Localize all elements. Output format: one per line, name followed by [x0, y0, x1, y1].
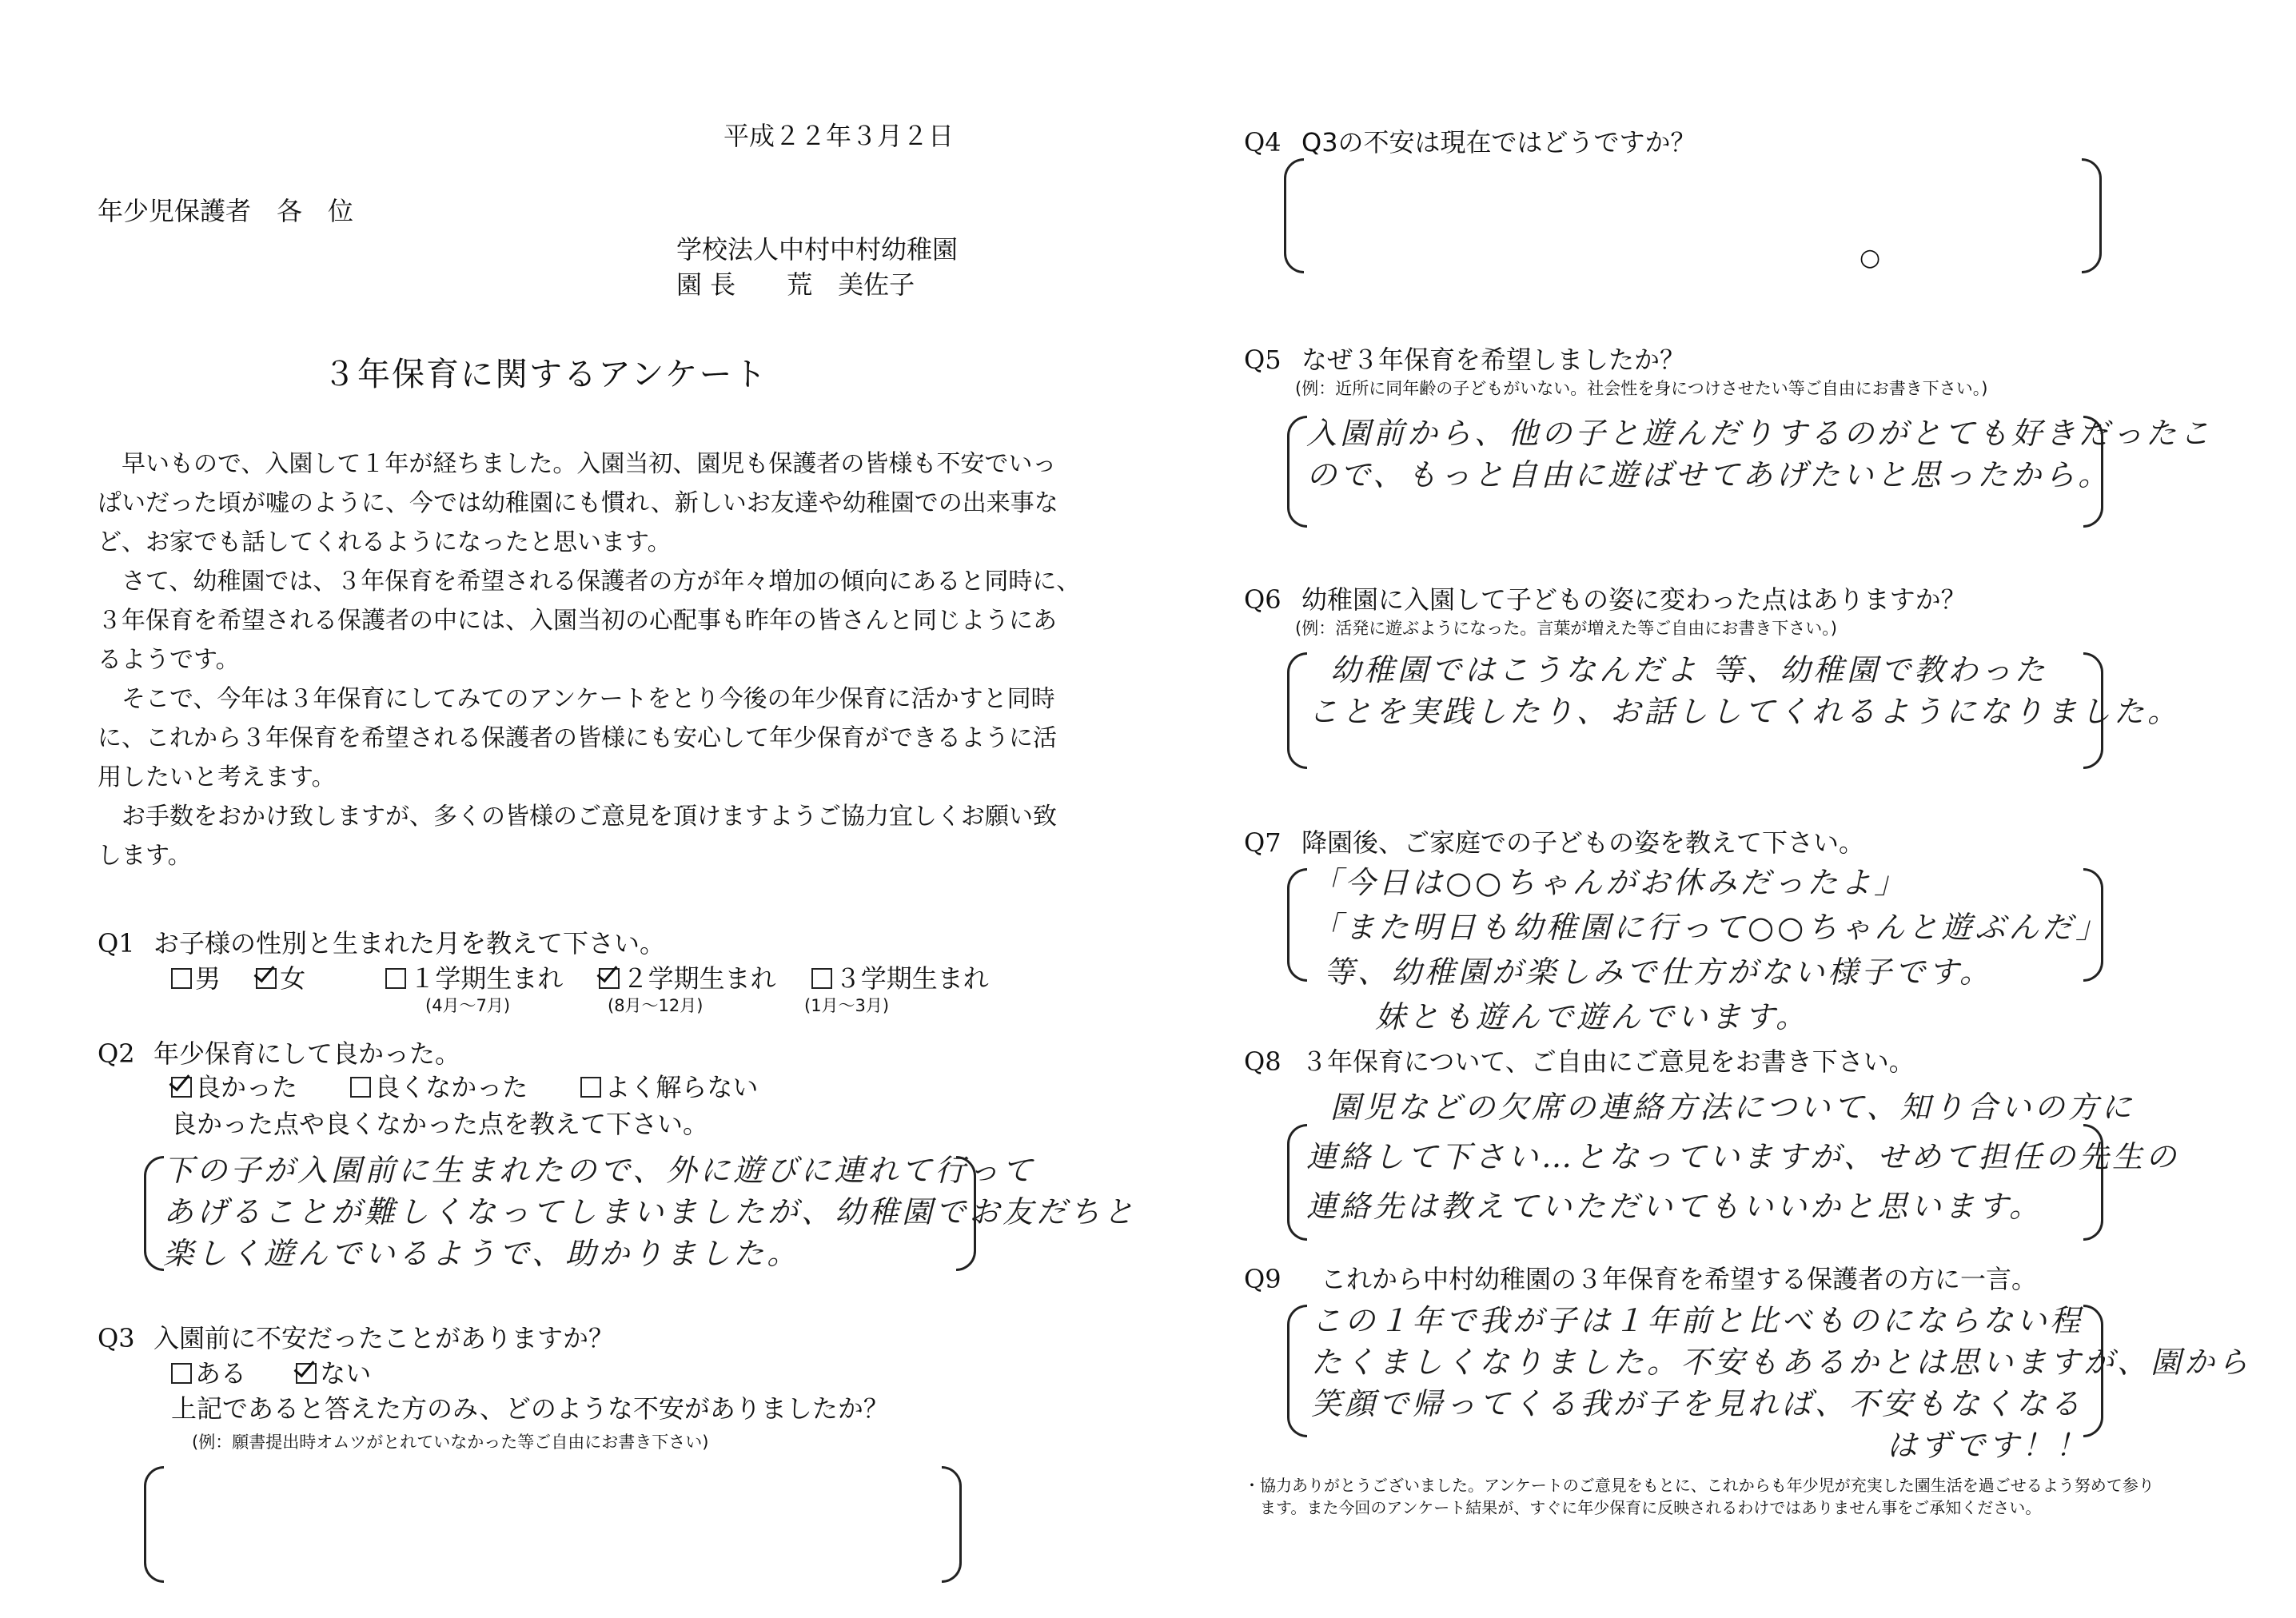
intro-line: さて、幼稚園では、３年保育を希望される保護者の方が年々増加の傾向にあると同時に、: [98, 568, 1081, 596]
option-not-good[interactable]: [350, 1070, 528, 1105]
footer-line: ます。また今回のアンケート結果が、すぐに年少保育に反映されるわけではありません事をご承知ください。: [1244, 1498, 2042, 1517]
question-text: Q3の不安は現在ではどうですか？: [1301, 127, 1696, 157]
answer-line: はずです！！: [1887, 1428, 2090, 1463]
question-number: Q2: [98, 1038, 135, 1069]
q3-question: [98, 1321, 614, 1356]
option-label: 良かった: [195, 1072, 298, 1102]
q4-question: [1244, 125, 1696, 160]
question-text: 降園後、ご家庭での子どもの姿を教えて下さい。: [1301, 827, 1865, 858]
option-label: ない: [320, 1358, 372, 1389]
q5-example: (例：近所に同年齢の子どもがいない。社会性を身につけさせたい等ご自由にお書き下さい。): [1295, 379, 1988, 398]
question-text: これから中村幼稚園の３年保育を希望する保護者の方に一言。: [1321, 1264, 2038, 1294]
answer-line: ので、もっと自由に遊ばせてあげたいと思ったから。: [1306, 457, 2112, 492]
answer-line: 等、幼稚園が楽しみで仕方がない様子です。: [1324, 954, 1993, 990]
question-number: Q9: [1244, 1264, 1282, 1294]
checkbox[interactable]: [171, 968, 192, 989]
q8-answer-bracket-left: [1287, 1124, 1307, 1241]
answer-line: 幼稚園ではこうなんだよ 等、幼稚園で教わった: [1330, 652, 2048, 687]
organization-name: 学校法人中村中村幼稚園: [676, 234, 959, 265]
q3-answer-area[interactable]: [163, 1471, 939, 1575]
answer-line: 笑顔で帰ってくる我が子を見れば、不安もなくなる: [1311, 1386, 2084, 1421]
checkbox[interactable]: [350, 1077, 371, 1098]
question-text: 入園前に不安だったことがありますか？: [153, 1323, 615, 1353]
q4-answer[interactable]: ○: [1860, 244, 1881, 272]
option-label: １学期生まれ: [409, 963, 564, 994]
footer-line: ・協力ありがとうございました。アンケートのご意見をもとに、これからも年少児が充実した園生活を過ごせるよう努めて参り: [1244, 1476, 2154, 1495]
q9-question: [1244, 1261, 2037, 1297]
q8-answer[interactable]: [1306, 1082, 2179, 1231]
q2-options: [171, 1070, 785, 1106]
intro-line: ど、お家でも話してくれるようになったと思います。: [98, 528, 672, 556]
option-label: 良くなかった: [374, 1072, 528, 1102]
q2-question: [98, 1036, 460, 1071]
intro-line: るようです。: [98, 646, 240, 674]
answer-line: この１年で我が子は１年前と比べものにならない程: [1311, 1303, 2084, 1338]
checkbox[interactable]: [385, 968, 406, 989]
option-label: 女: [280, 963, 306, 994]
page-title: ３年保育に関するアンケート: [323, 355, 768, 393]
principal-name: 園 長 荒 美佐子: [676, 269, 915, 300]
intro-line: ぱいだった頃が嘘のように、今では幼稚園にも慣れ、新しいお友達や幼稚園での出来事な: [98, 489, 1058, 517]
q3-answer-bracket-right: [942, 1466, 962, 1583]
answer-line: 園児などの欠席の連絡方法について、知り合いの方に: [1330, 1090, 2135, 1125]
q4-answer-bracket-right: [2082, 158, 2102, 273]
q3-example: (例：願書提出時オムツがとれていなかった等ご自由にお書き下さい): [192, 1433, 709, 1452]
answer-line: 下の子が入園前に生まれたので、外に遊びに連れて行って: [163, 1153, 1036, 1188]
answer-line: 「今日は○○ちゃんがお休みだったよ」: [1311, 865, 1908, 900]
term1-note: (4月〜7月): [425, 996, 511, 1015]
option-label: ある: [195, 1358, 247, 1389]
question-number: Q5: [1244, 345, 1282, 375]
question-text: 年少保育にして良かった。: [153, 1038, 461, 1069]
checkbox[interactable]: [599, 968, 620, 989]
q5-question: [1244, 342, 1685, 377]
option-label: 男: [195, 963, 221, 994]
q2-subquestion: 良かった点や良くなかった点を教えて下さい。: [171, 1109, 709, 1139]
q5-answer[interactable]: [1306, 412, 2213, 496]
question-text: 幼稚園に入園して子どもの姿に変わった点はありますか？: [1301, 584, 1967, 615]
intro-line: ３年保育を希望される保護者の中には、入園当初の心配事も昨年の皆さんと同じようにあ: [98, 607, 1057, 635]
option-term3[interactable]: [811, 961, 989, 996]
checkbox[interactable]: [256, 968, 277, 989]
option-no[interactable]: [296, 1356, 371, 1391]
q3-options: [171, 1356, 398, 1393]
checkbox[interactable]: [171, 1077, 192, 1098]
option-good[interactable]: [171, 1070, 297, 1105]
question-text: なぜ３年保育を希望しましたか？: [1301, 345, 1686, 375]
addressee: 年少児保護者 各 位: [98, 196, 354, 226]
intro-paragraph: [98, 444, 1080, 875]
option-female[interactable]: [256, 961, 305, 996]
q8-question: [1244, 1044, 1915, 1079]
q4-answer-bracket-left: [1284, 158, 1304, 273]
q2-answer-bracket-left: [144, 1156, 164, 1271]
answer-line: 「また明日も幼稚園に行って○○ちゃんと遊ぶんだ」: [1311, 910, 2110, 945]
question-text: お子様の性別と生まれた月を教えて下さい。: [153, 928, 666, 958]
intro-line: に、これから３年保育を希望される保護者の皆様にも安心して年少保育ができるように活: [98, 724, 1057, 752]
option-label: ２学期生まれ: [622, 963, 776, 994]
footer-note: [1244, 1474, 2154, 1519]
q9-answer-bracket-left: [1287, 1305, 1307, 1437]
checkbox[interactable]: [580, 1077, 601, 1098]
option-yes[interactable]: [171, 1356, 246, 1391]
q1-question: [98, 926, 665, 961]
answer-line: 連絡先は教えていただいてもいいかと思います。: [1306, 1189, 2043, 1224]
q1-options: [171, 961, 1016, 998]
option-term1[interactable]: [385, 961, 563, 996]
answer-line: あげることが難しくなってしまいましたが、幼稚園でお友だちと: [163, 1194, 1138, 1229]
option-male[interactable]: [171, 961, 221, 996]
q3-subquestion: 上記であると答えた方のみ、どのような不安がありましたか？: [171, 1393, 889, 1424]
checkbox[interactable]: [811, 968, 832, 989]
q7-answer-bracket-left: [1287, 868, 1307, 982]
q6-answer-bracket-left: [1287, 652, 1307, 769]
question-number: Q6: [1244, 584, 1282, 615]
answer-line: 入園前から、他の子と遊んだりするのがとても好きだったこ: [1306, 416, 2214, 451]
q2-answer[interactable]: [163, 1150, 1137, 1274]
option-unsure[interactable]: [580, 1070, 758, 1105]
checkbox[interactable]: [171, 1363, 192, 1384]
question-text: ３年保育について、ご自由にご意見をお書き下さい。: [1301, 1046, 1915, 1077]
q6-example: (例：活発に遊ぶようになった。言葉が増えた等ご自由にお書き下さい。): [1295, 619, 1837, 638]
option-label: よく解らない: [604, 1072, 759, 1102]
checkbox[interactable]: [296, 1363, 317, 1384]
answer-line: 楽しく遊んでいるようで、助かりました。: [163, 1236, 801, 1271]
q3-answer-bracket-left: [144, 1466, 164, 1583]
intro-line: そこで、今年は３年保育にしてみてのアンケートをとり今後の年少保育に活かすと同時: [98, 685, 1055, 713]
intro-line: 用したいと考えます。: [98, 763, 336, 791]
document-date: 平成２２年３月２日: [723, 121, 955, 151]
answer-line: たくましくなりました。不安もあるかとは思いますが、園から: [1311, 1345, 2252, 1380]
q5-answer-bracket-left: [1287, 416, 1307, 528]
question-number: Q7: [1244, 827, 1282, 858]
term2-note: (8月〜12月): [608, 996, 704, 1015]
answer-line: 連絡して下さい…となっていますが、せめて担任の先生の: [1306, 1139, 2180, 1174]
q6-question: [1244, 582, 1967, 617]
option-label: ３学期生まれ: [835, 963, 989, 994]
answer-line: 妹とも遊んで遊んでいます。: [1375, 999, 1809, 1034]
intro-line: します。: [98, 842, 192, 870]
term3-note: (1月〜3月): [804, 996, 890, 1015]
question-number: Q4: [1244, 127, 1282, 157]
option-term2[interactable]: [599, 961, 776, 996]
answer-line: ことを実践したり、お話ししてくれるようになりました。: [1308, 694, 2182, 729]
question-number: Q8: [1244, 1046, 1282, 1077]
intro-line: お手数をおかけ致しますが、多くの皆様のご意見を頂けますようご協力宜しくお願い致: [98, 803, 1057, 831]
question-number: Q1: [98, 928, 135, 958]
q6-answer[interactable]: [1308, 649, 2182, 732]
q7-answer[interactable]: [1311, 860, 2109, 1039]
q9-answer[interactable]: [1311, 1300, 2251, 1466]
question-number: Q3: [98, 1323, 135, 1353]
intro-line: 早いもので、入園して１年が経ちました。入園当初、園児も保護者の皆様も不安でいっ: [98, 450, 1057, 478]
q7-question: [1244, 825, 1864, 860]
